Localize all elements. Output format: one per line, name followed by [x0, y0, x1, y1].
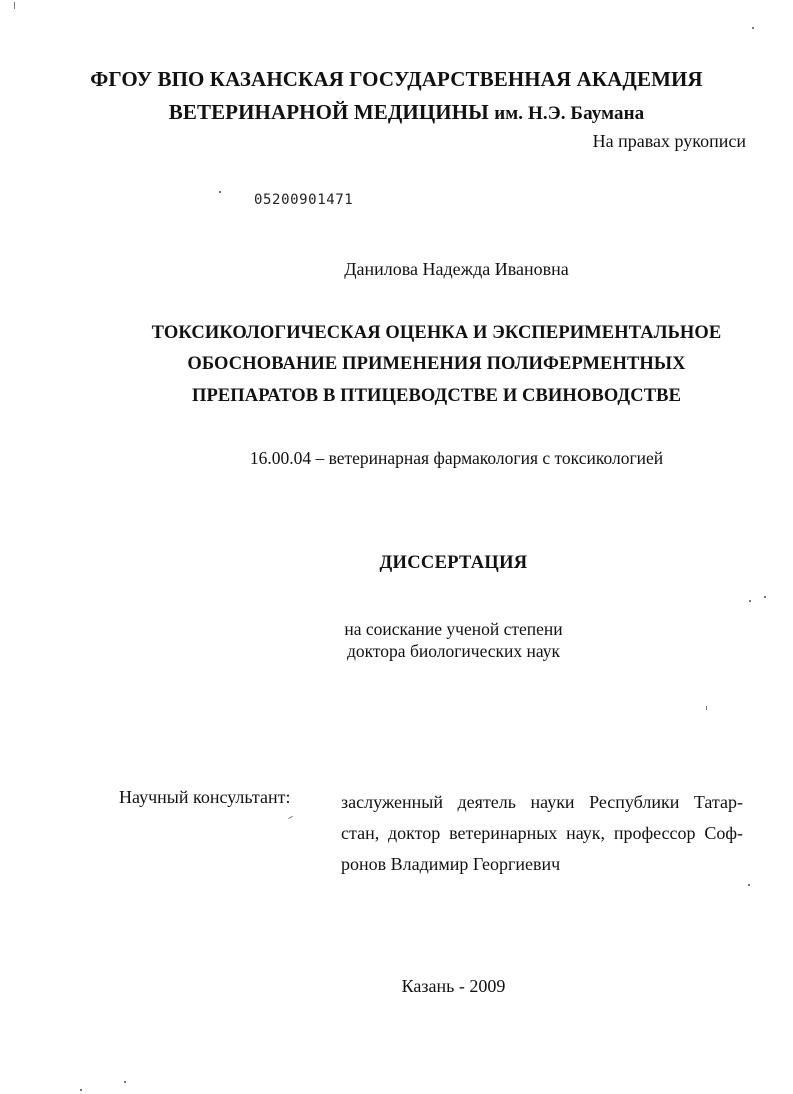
catalog-number: 05200901471 [254, 192, 354, 208]
scan-speck [219, 191, 221, 193]
manuscript-rights-note: На правах рукописи [592, 131, 746, 151]
thesis-title-line-2: ОБОСНОВАНИЕ ПРИМЕНЕНИЯ ПОЛИФЕРМЕНТНЫХ [187, 354, 686, 374]
scan-speck [748, 884, 750, 886]
document-type: ДИССЕРТАЦИЯ [379, 553, 528, 573]
scan-speck [14, 2, 15, 9]
place-and-year: Казань - 2009 [401, 976, 506, 996]
consultant-line-3: ронов Владимир Георгиевич [341, 854, 561, 874]
specialty-code: 16.00.04 – ветеринарная фармакология с токсикологией [249, 448, 664, 468]
institution-line-2 [10, 97, 793, 129]
consultant-line-1: заслуженный деятель науки Республики Татар- [341, 792, 743, 812]
institution-line-1: ФГОУ ВПО КАЗАНСКАЯ ГОСУДАРСТВЕННАЯ АКАДЕМИЯ [90, 67, 703, 91]
scan-speck [706, 706, 707, 710]
scan-speck [80, 1089, 82, 1091]
institution-namesake: им. Н.Э. Баумана [494, 103, 645, 124]
consultant-details [341, 787, 743, 880]
scan-speck [288, 816, 293, 819]
thesis-title-line-3: ПРЕПАРАТОВ В ПТИЦЕВОДСТВЕ И СВИНОВОДСТВЕ [191, 386, 682, 406]
scan-speck [124, 1081, 126, 1083]
degree-line-2: доктора биологических наук [346, 641, 561, 661]
consultant-label: Научный консультант: [119, 787, 291, 807]
thesis-title-line-1: ТОКСИКОЛОГИЧЕСКАЯ ОЦЕНКА И ЭКСПЕРИМЕНТАЛЬНОЕ [151, 323, 722, 343]
author-name: Данилова Надежда Ивановна [344, 259, 569, 279]
scan-speck [764, 596, 766, 598]
consultant-line-2: стан, доктор ветеринарных наук, профессор Соф- [341, 823, 743, 843]
degree-line-1: на соискание ученой степени [344, 619, 563, 639]
scan-speck [752, 27, 754, 29]
scan-speck [749, 600, 751, 602]
institution-name: ВЕТЕРИНАРНОЙ МЕДИЦИНЫ [168, 100, 489, 124]
